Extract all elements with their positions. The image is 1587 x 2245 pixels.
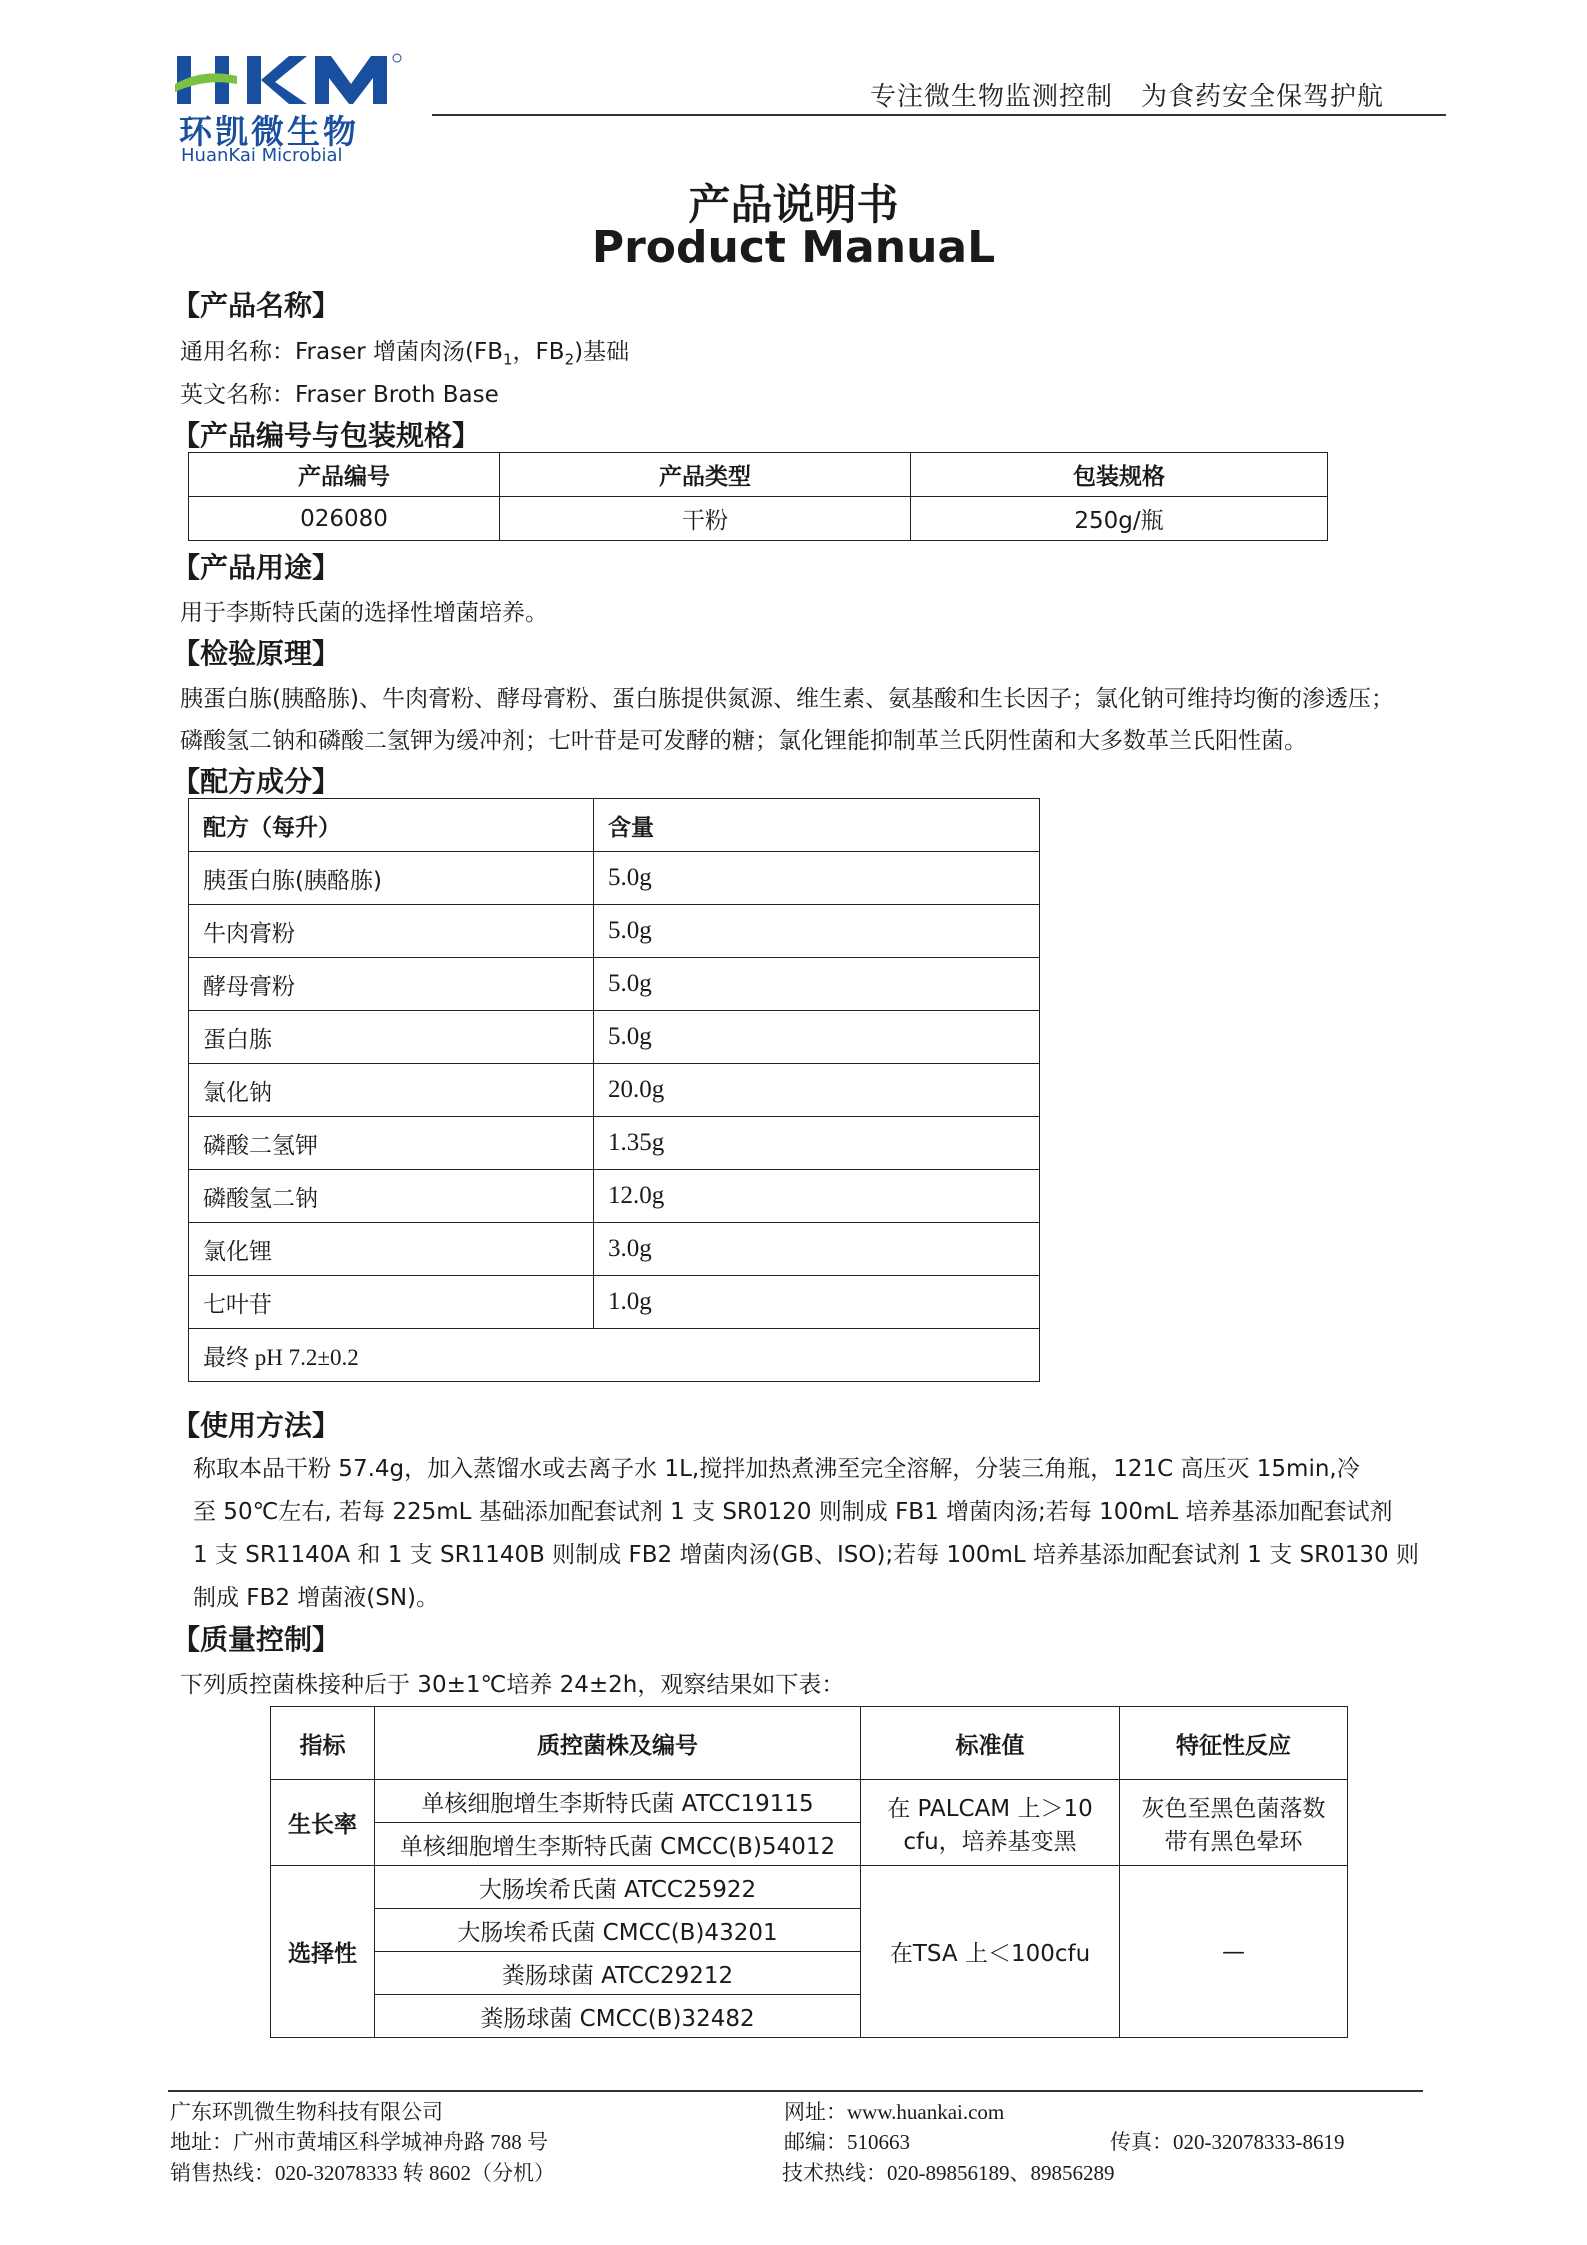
formula-ingredient: 磷酸氢二钠	[189, 1170, 594, 1223]
footer-company: 广东环凯微生物科技有限公司	[170, 2100, 443, 2124]
formula-row	[189, 1170, 1040, 1223]
section-heading-principle: 【检验原理】	[172, 637, 341, 670]
spec-table	[188, 452, 1328, 541]
english-name-value: Fraser Broth Base	[295, 382, 499, 408]
hkm-logo-icon	[175, 48, 435, 108]
formula-row	[189, 905, 1040, 958]
spec-header-code: 产品编号	[189, 453, 500, 497]
logo-english-name: HuanKai Microbial	[181, 145, 343, 166]
spec-cell-code: 026080	[189, 497, 500, 541]
formula-ingredient: 七叶苷	[189, 1276, 594, 1329]
principle-line: 磷酸氢二钠和磷酸二氢钾为缓冲剂；七叶苷是可发酵的糖；氯化锂能抑制革兰氏阴性菌和大多数革兰氏阳性菌。	[180, 728, 1307, 754]
qc-header-reaction: 特征性反应	[1120, 1707, 1348, 1780]
formula-amount: 5.0g	[594, 958, 1040, 1011]
formula-row	[189, 1064, 1040, 1117]
qc-strain: 大肠埃希氏菌 ATCC25922	[375, 1866, 861, 1909]
spec-cell-type: 干粉	[500, 497, 911, 541]
qc-strain: 单核细胞增生李斯特氏菌 ATCC19115	[375, 1780, 861, 1823]
method-line: 至 50℃左右, 若每 225mL 基础添加配套试剂 1 支 SR0120 则制成 FB1 增菌肉汤;若每 100mL 培养基添加配套试剂	[193, 1499, 1393, 1525]
spec-header-package: 包装规格	[911, 453, 1328, 497]
english-name-line	[180, 376, 499, 409]
formula-amount: 5.0g	[594, 852, 1040, 905]
formula-table	[188, 798, 1040, 1382]
footer-address: 地址：广州市黄埔区科学城神舟路 788 号	[170, 2130, 548, 2154]
formula-row	[189, 958, 1040, 1011]
qc-selectivity-label: 选择性	[271, 1866, 375, 2038]
qc-strain: 单核细胞增生李斯特氏菌 CMCC(B)54012	[375, 1823, 861, 1866]
header-slogan	[870, 76, 1384, 113]
formula-row	[189, 1223, 1040, 1276]
header-divider	[432, 114, 1446, 116]
footer-website: 网址：www.huankai.com	[784, 2100, 1005, 2124]
spec-header-type: 产品类型	[500, 453, 911, 497]
qc-growth-reaction	[1120, 1780, 1348, 1866]
common-name-sub-1: 1	[503, 350, 513, 369]
logo-chinese-name: 环凯微生物	[179, 112, 359, 151]
qc-selectivity-reaction: —	[1120, 1866, 1348, 2038]
slogan-part-1: 专注微生物监测控制	[870, 82, 1114, 112]
section-heading-product-name: 【产品名称】	[172, 289, 341, 322]
formula-final-ph: 最终 pH 7.2±0.2	[189, 1329, 1040, 1382]
common-name-label: 通用名称：	[180, 339, 295, 365]
formula-amount: 5.0g	[594, 905, 1040, 958]
method-line: 1 支 SR1140A 和 1 支 SR1140B 则制成 FB2 增菌肉汤(GB、ISO);若每 100mL 培养基添加配套试剂 1 支 SR0130 则	[193, 1542, 1419, 1568]
qc-growth-reaction-line: 带有黑色晕环	[1164, 1828, 1303, 1855]
common-name-line	[180, 333, 629, 369]
section-heading-method: 【使用方法】	[172, 1409, 341, 1442]
formula-ingredient: 氯化钠	[189, 1064, 594, 1117]
formula-ingredient: 氯化锂	[189, 1223, 594, 1276]
qc-growth-standard-line: cfu，培养基变黑	[903, 1828, 1077, 1855]
formula-ingredient: 磷酸二氢钾	[189, 1117, 594, 1170]
formula-ingredient: 牛肉膏粉	[189, 905, 594, 958]
qc-growth-standard-line: 在 PALCAM 上＞10	[887, 1795, 1093, 1822]
section-heading-use: 【产品用途】	[172, 551, 341, 584]
formula-amount: 1.35g	[594, 1117, 1040, 1170]
footer-sales-hotline: 销售热线：020-32078333 转 8602（分机）	[170, 2161, 555, 2185]
slogan-part-2: 为食药安全保驾护航	[1141, 82, 1385, 112]
common-name-value-b: ，FB	[512, 339, 565, 365]
qc-intro: 下列质控菌株接种后于 30±1℃培养 24±2h，观察结果如下表：	[180, 1672, 845, 1698]
formula-row	[189, 1011, 1040, 1064]
qc-header-standard: 标准值	[861, 1707, 1120, 1780]
formula-ingredient: 酵母膏粉	[189, 958, 594, 1011]
section-heading-code-package: 【产品编号与包装规格】	[172, 419, 481, 452]
method-text	[193, 1448, 1423, 1620]
formula-amount: 1.0g	[594, 1276, 1040, 1329]
formula-amount: 3.0g	[594, 1223, 1040, 1276]
formula-amount: 12.0g	[594, 1170, 1040, 1223]
common-name-value-a: Fraser 增菌肉汤(FB	[295, 339, 503, 365]
formula-amount: 20.0g	[594, 1064, 1040, 1117]
qc-header-indicator: 指标	[271, 1707, 375, 1780]
formula-ingredient: 胰蛋白胨(胰酪胨)	[189, 852, 594, 905]
common-name-value-c: )基础	[574, 339, 630, 365]
page-title-en: Product ManuaL	[591, 222, 996, 273]
section-heading-formula: 【配方成分】	[172, 765, 341, 798]
principle-line: 胰蛋白胨(胰酪胨)、牛肉膏粉、酵母膏粉、蛋白胨提供氮源、维生素、氨基酸和生长因子；氯化钠可维持均衡的渗透压；	[180, 686, 1394, 712]
qc-table	[270, 1706, 1348, 2038]
qc-growth-label: 生长率	[271, 1780, 375, 1866]
footer-postcode: 邮编：510663	[784, 2130, 910, 2154]
qc-growth-standard	[861, 1780, 1120, 1866]
formula-header-ingredient: 配方（每升）	[189, 799, 594, 852]
formula-row	[189, 852, 1040, 905]
formula-row	[189, 1276, 1040, 1329]
qc-growth-reaction-line: 灰色至黑色菌落数	[1141, 1795, 1326, 1822]
footer-fax: 传真：020-32078333-8619	[1110, 2130, 1345, 2154]
qc-strain: 粪肠球菌 CMCC(B)32482	[375, 1995, 861, 2038]
section-heading-qc: 【质量控制】	[172, 1623, 341, 1656]
spec-cell-package: 250g/瓶	[911, 497, 1328, 541]
page-title-cn: 产品说明书	[688, 180, 899, 229]
company-logo	[175, 48, 435, 168]
formula-header-amount: 含量	[594, 799, 1040, 852]
qc-header-strain: 质控菌株及编号	[375, 1707, 861, 1780]
common-name-sub-2: 2	[564, 350, 575, 369]
qc-selectivity-standard: 在TSA 上＜100cfu	[861, 1866, 1120, 2038]
english-name-label: 英文名称：	[180, 382, 295, 408]
qc-strain: 大肠埃希氏菌 CMCC(B)43201	[375, 1909, 861, 1952]
formula-ingredient: 蛋白胨	[189, 1011, 594, 1064]
qc-strain: 粪肠球菌 ATCC29212	[375, 1952, 861, 1995]
formula-row	[189, 1117, 1040, 1170]
method-line: 称取本品干粉 57.4g，加入蒸馏水或去离子水 1L,搅拌加热煮沸至完全溶解，分装三角瓶，121C 高压灭 15min,冷	[193, 1456, 1360, 1482]
use-text: 用于李斯特氏菌的选择性增菌培养。	[180, 600, 548, 626]
formula-amount: 5.0g	[594, 1011, 1040, 1064]
footer-tech-hotline: 技术热线：020-89856189、89856289	[782, 2161, 1115, 2185]
footer-divider	[168, 2090, 1423, 2092]
method-line: 制成 FB2 增菌液(SN)。	[193, 1585, 440, 1611]
